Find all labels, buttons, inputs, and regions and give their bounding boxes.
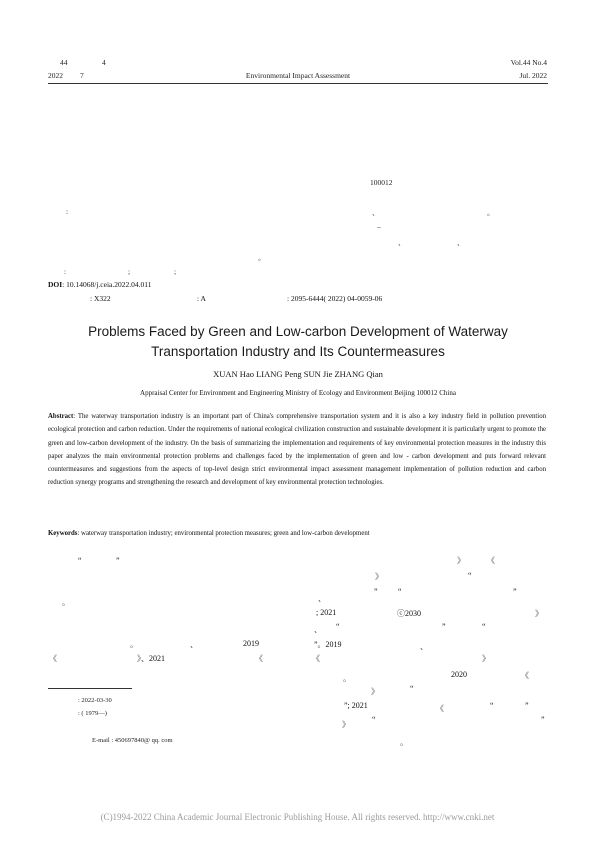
body-mark: 、: [318, 594, 326, 603]
cn-abstract-mark: 、: [398, 238, 406, 247]
header-volume-en: Vol.44 No.4: [510, 58, 547, 67]
body-mark: 《: [49, 654, 57, 663]
header-rule: [48, 83, 548, 84]
header-month-cn: 7: [80, 71, 84, 80]
author-bio: : ( 1979—): [78, 710, 107, 717]
affiliation: Appraisal Center for Environment and Engineering Ministry of Ecology and Environment Beijing 100012 China: [140, 389, 456, 397]
author-email: E-mail : 450697840@ qq. com: [92, 737, 173, 744]
body-text: ”; 2021: [344, 701, 368, 710]
body-mark: ”: [374, 587, 378, 596]
body-mark: 、: [420, 642, 428, 651]
body-mark: 、: [314, 625, 322, 634]
body-mark: 《: [312, 654, 320, 663]
header-year-cn: 2022: [48, 71, 63, 80]
body-mark: 、: [190, 640, 198, 649]
title-line-1: Problems Faced by Green and Low-carbon Development of Waterway: [88, 324, 508, 339]
body-mark: ”: [541, 715, 545, 724]
title-line-2: Transportation Industry and Its Countermeasures: [151, 344, 445, 359]
abstract-text: : The waterway transportation industry is an important part of China's comprehensive transportation system and it is also a key industry field in pollution prevention ecological protection and carbon reduction. Under the requirements of national ecological civilization construction and sustainable development it is particularly urgent to promote the green and low-carbon development of the industry. On the basis of summarizing the implementation and requirements of key environmental protection measures in the industry this paper analyzes the main environmental protection problems and challenges faced by the implementation of green and low - carbon development and puts forward relevant countermeasures and suggestions from the aspects of top-level design strict environmental impact assessment management implementation of pollution reduction and carbon reduction synergy programs and strengthening the research and development of key environmental protection technologies.: [48, 413, 546, 487]
received-date: : 2022-03-30: [78, 697, 112, 704]
keywords-label: Keywords: [48, 530, 78, 537]
keywords-text: : waterway transportation industry; environmental protection measures; green and low-carbon development: [77, 530, 370, 537]
abstract: [48, 410, 546, 490]
body-mark: 。: [62, 598, 70, 607]
body-mark: 》: [535, 609, 543, 618]
body-mark: 。: [343, 674, 351, 683]
body-mark: 《: [487, 556, 495, 565]
body-mark: 。: [130, 640, 138, 649]
copyright-footer: (C)1994-2022 China Academic Journal Electronic Publishing House. All rights reserved. http://www.cnki.net: [100, 812, 495, 822]
body-mark: ”: [116, 556, 120, 565]
body-mark: ”: [525, 701, 529, 710]
body-mark: 》: [457, 556, 465, 565]
doi-value: : 10.14068/j.ceia.2022.04.011: [62, 280, 152, 289]
header-date-en: Jul. 2022: [519, 71, 547, 80]
cn-abstract-mark: 、: [457, 238, 465, 247]
body-text: ⓒ2030: [397, 609, 421, 618]
body-mark: “: [410, 684, 414, 693]
cn-abstract-mark: 、: [372, 208, 380, 217]
header-journal-name: Environmental Impact Assessment: [245, 71, 351, 80]
body-mark: “: [336, 622, 340, 631]
body-mark: “: [490, 701, 494, 710]
cn-abstract-mark: 。: [258, 253, 266, 262]
header-volume-cn: 44: [60, 58, 68, 67]
clc-number: : X322: [90, 294, 111, 303]
cn-abstract-mark: 。: [487, 208, 495, 217]
cn-abstract-colon: :: [66, 207, 69, 216]
body-text: 2020: [451, 670, 467, 679]
body-text: 》、2021: [137, 654, 165, 663]
body-mark: 》: [482, 654, 490, 663]
keywords: [48, 530, 546, 537]
cn-keywords-sep: ;: [174, 267, 177, 276]
doc-code: : A: [197, 294, 206, 303]
body-mark: 《: [255, 654, 263, 663]
cn-keywords-sep: ;: [128, 267, 131, 276]
body-text: ; 2021: [316, 608, 337, 617]
body-mark: 》: [342, 720, 350, 729]
body-mark: “: [482, 622, 486, 631]
body-mark: 《: [436, 704, 444, 713]
article-number: : 2095-6444( 2022) 04-0059-06: [287, 294, 383, 303]
header-issue-cn: 4: [102, 58, 106, 67]
body-mark: 《: [521, 671, 529, 680]
body-mark: “: [468, 571, 472, 580]
cn-keywords-colon: :: [64, 267, 67, 276]
postcode: 100012: [370, 178, 393, 187]
body-mark: 。: [400, 738, 408, 747]
body-text: ”。2019: [314, 640, 342, 649]
authors: XUAN Hao LIANG Peng SUN Jie ZHANG Qian: [213, 369, 383, 379]
abstract-label: Abstract: [48, 413, 74, 420]
body-mark: “: [372, 715, 376, 724]
doi-label: DOI: [48, 280, 63, 289]
body-mark: “: [398, 587, 402, 596]
body-mark: 》: [375, 572, 383, 581]
body-mark: “: [78, 556, 82, 565]
body-text: 2019: [243, 639, 259, 648]
footnote-rule: [48, 688, 132, 689]
cn-abstract-mark: –: [377, 222, 381, 231]
body-mark: ”: [513, 587, 517, 596]
body-mark: 》: [371, 687, 379, 696]
doi-line: [48, 280, 151, 289]
body-mark: ”: [442, 622, 446, 631]
